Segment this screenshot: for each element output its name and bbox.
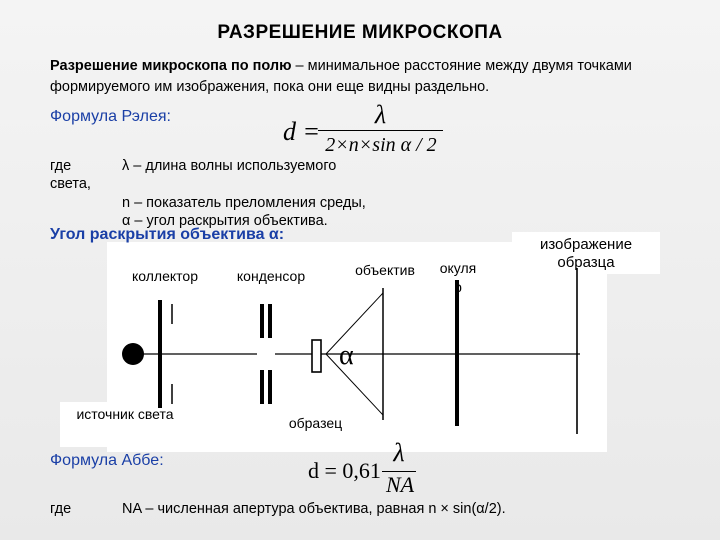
- aperture-heading: Угол раскрытия объектива α:: [50, 226, 285, 243]
- cone-upper-ray: [326, 293, 383, 354]
- definition-term: Разрешение микроскопа по полю: [50, 58, 292, 74]
- page-title: РАЗРЕШЕНИЕ МИКРОСКОПА: [217, 22, 503, 43]
- lambda-definition: λ – длина волны используемого: [122, 158, 337, 174]
- rayleigh-numerator: λ: [374, 100, 387, 129]
- condenser-label: конденсор: [236, 268, 306, 284]
- abbe-where: где: [50, 501, 72, 517]
- abbe-heading: Формула Аббе:: [50, 452, 164, 469]
- definition-text: – минимальное расстояние между двумя точками формируемого им изображения, пока они еще видны раздельно.: [50, 58, 632, 95]
- cone-lower-ray: [326, 354, 383, 415]
- na-definition: NA – численная апертура объектива, равная n × sin(α/2).: [122, 501, 506, 517]
- eyepiece-label: окуля р: [439, 260, 477, 295]
- rayleigh-lhs: d =: [283, 117, 321, 146]
- source-label: источник света: [76, 406, 174, 422]
- condenser-gap: [257, 338, 275, 370]
- abbe-lhs: d = 0,61: [308, 458, 381, 483]
- sample-slide: [312, 340, 321, 372]
- collector-label: коллектор: [132, 268, 198, 284]
- lambda-definition-cont: света,: [50, 176, 91, 192]
- image-label: изображение образца: [539, 236, 633, 271]
- rayleigh-denominator: 2×n×sin α / 2: [325, 134, 437, 156]
- rayleigh-heading: Формула Рэлея:: [50, 108, 171, 125]
- rayleigh-where: где: [50, 158, 72, 174]
- objective-label: объектив: [355, 262, 415, 278]
- alpha-angle-label: α: [339, 340, 354, 371]
- n-definition: n – показатель преломления среды,: [122, 195, 366, 211]
- alpha-definition: α – угол раскрытия объектива.: [122, 213, 328, 229]
- abbe-denominator: NA: [385, 472, 415, 497]
- sample-label: образец: [288, 415, 343, 431]
- light-source-icon: [122, 343, 144, 365]
- abbe-numerator: λ: [393, 438, 405, 467]
